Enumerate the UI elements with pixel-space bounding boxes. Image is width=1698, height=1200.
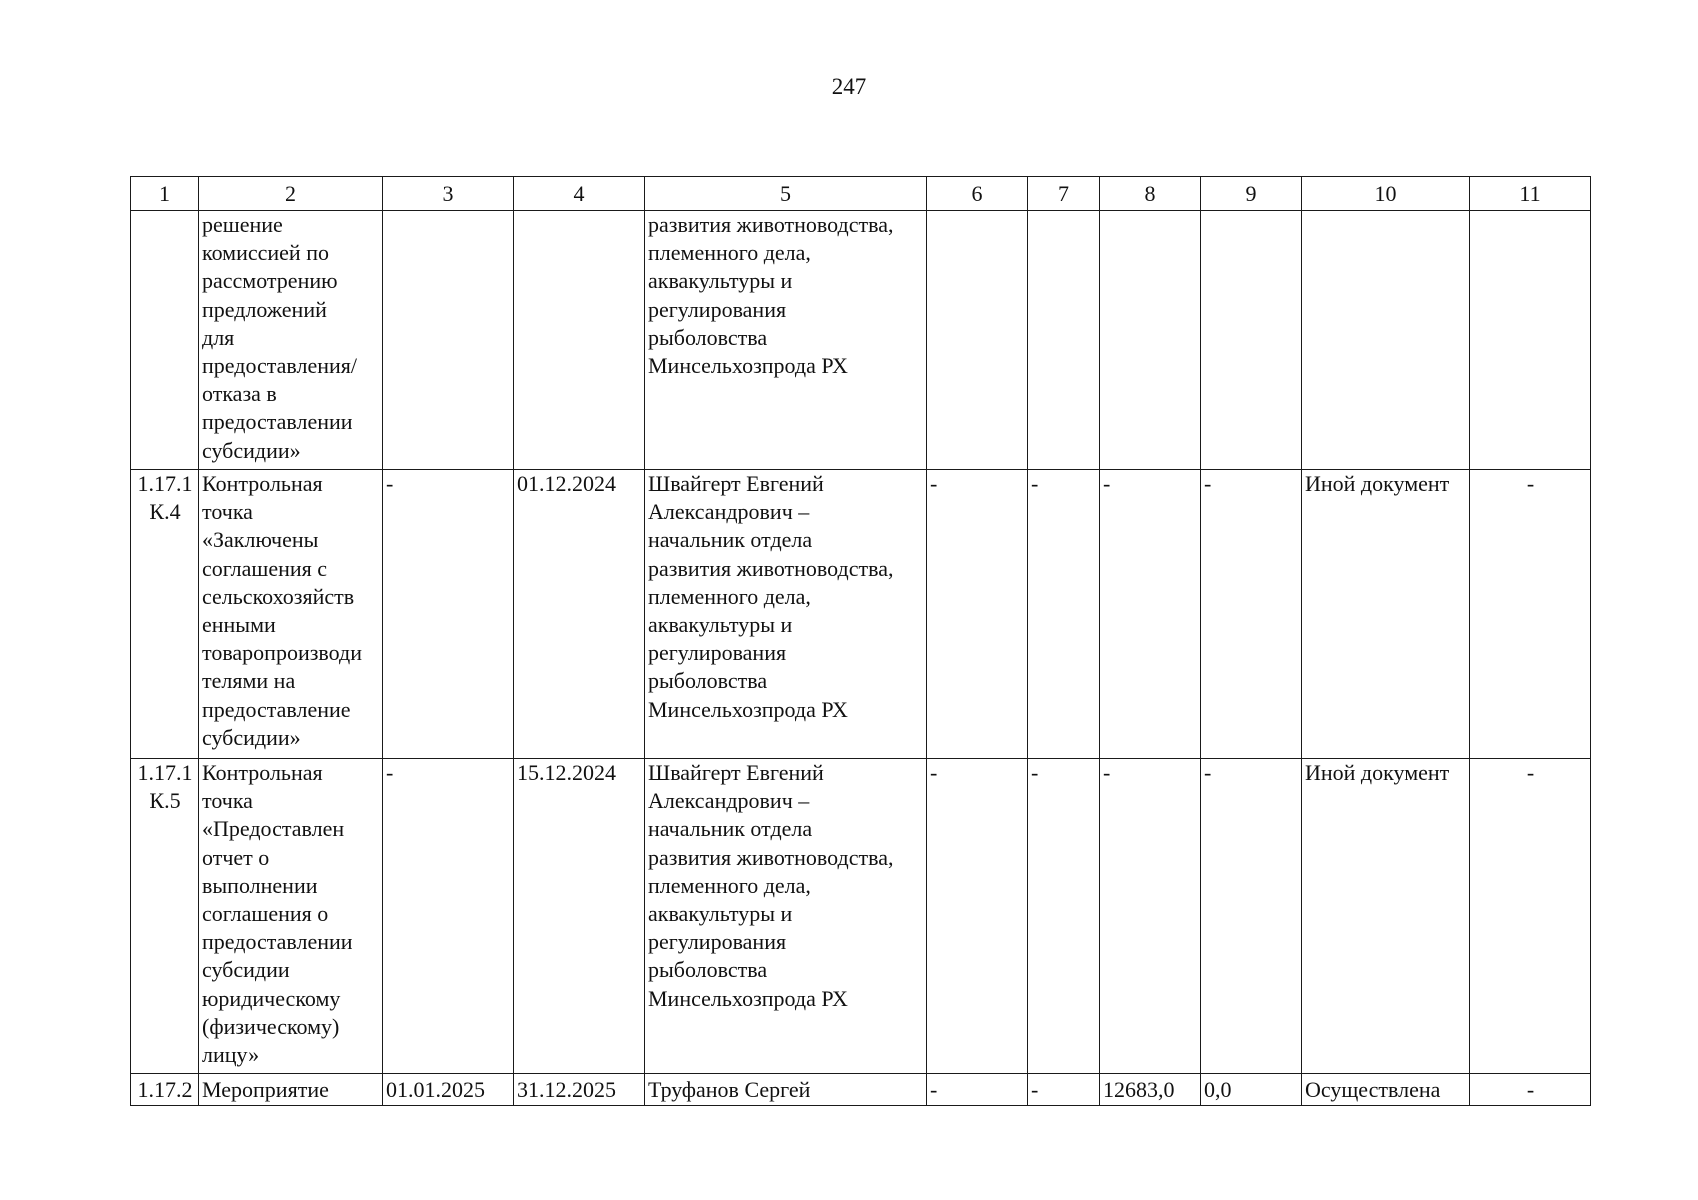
cell-number: 1.17.1 К.5	[131, 759, 199, 1074]
cell-document	[1302, 211, 1470, 470]
cell-start-date: -	[383, 759, 514, 1074]
cell-start-date: -	[383, 470, 514, 759]
cell-col-11: -	[1470, 759, 1591, 1074]
header-col-1: 1	[131, 177, 199, 211]
header-col-2: 2	[199, 177, 383, 211]
cell-start-date: 01.01.2025	[383, 1074, 514, 1106]
cell-col-9: -	[1201, 470, 1302, 759]
plan-table	[130, 176, 1591, 1106]
header-row	[131, 177, 1591, 211]
cell-col-9: 0,0	[1201, 1074, 1302, 1106]
cell-col-7: -	[1028, 1074, 1100, 1106]
cell-col-6	[927, 211, 1028, 470]
header-col-5: 5	[645, 177, 927, 211]
header-col-11: 11	[1470, 177, 1591, 211]
cell-col-9	[1201, 211, 1302, 470]
cell-number: 1.17.2	[131, 1074, 199, 1106]
header-col-7: 7	[1028, 177, 1100, 211]
header-col-10: 10	[1302, 177, 1470, 211]
cell-col-11: -	[1470, 1074, 1591, 1106]
header-col-8: 8	[1100, 177, 1201, 211]
cell-name: Контрольная точка «Предоставлен отчет о выполнении соглашения о предоставлении субсидии юридическому (физическому) лицу»	[199, 759, 383, 1074]
header-col-6: 6	[927, 177, 1028, 211]
table-row	[131, 1074, 1591, 1106]
cell-name: Мероприятие	[199, 1074, 383, 1106]
cell-col-8: -	[1100, 470, 1201, 759]
cell-number	[131, 211, 199, 470]
cell-responsible: Швайгерт Евгений Александрович – начальник отдела развития животноводства, племенного дела, аквакультуры и регулирования рыболовства Минсельхозпрода РХ	[645, 759, 927, 1074]
header-col-9: 9	[1201, 177, 1302, 211]
cell-end-date	[514, 211, 645, 470]
cell-end-date: 01.12.2024	[514, 470, 645, 759]
cell-document: Иной документ	[1302, 470, 1470, 759]
cell-document: Осуществлена	[1302, 1074, 1470, 1106]
cell-responsible: развития животноводства, племенного дела, аквакультуры и регулирования рыболовства Минсельхозпрода РХ	[645, 211, 927, 470]
cell-start-date	[383, 211, 514, 470]
table-body	[131, 211, 1591, 1106]
cell-col-6: -	[927, 1074, 1028, 1106]
cell-name: Контрольная точка «Заключены соглашения с сельскохозяйств енными товаропроизводи телями на предоставление субсидии»	[199, 470, 383, 759]
cell-col-11: -	[1470, 470, 1591, 759]
cell-col-11	[1470, 211, 1591, 470]
cell-end-date: 31.12.2025	[514, 1074, 645, 1106]
cell-col-7: -	[1028, 470, 1100, 759]
cell-col-6: -	[927, 759, 1028, 1074]
cell-col-7: -	[1028, 759, 1100, 1074]
cell-responsible: Труфанов Сергей	[645, 1074, 927, 1106]
cell-responsible: Швайгерт Евгений Александрович – начальник отдела развития животноводства, племенного дела, аквакультуры и регулирования рыболовства Минсельхозпрода РХ	[645, 470, 927, 759]
table-row	[131, 211, 1591, 470]
table-row	[131, 470, 1591, 759]
cell-col-6: -	[927, 470, 1028, 759]
cell-col-8: -	[1100, 759, 1201, 1074]
cell-col-7	[1028, 211, 1100, 470]
header-col-4: 4	[514, 177, 645, 211]
table-row	[131, 759, 1591, 1074]
cell-col-8: 12683,0	[1100, 1074, 1201, 1106]
cell-number: 1.17.1 К.4	[131, 470, 199, 759]
table-header	[131, 177, 1591, 211]
cell-col-9: -	[1201, 759, 1302, 1074]
page-number: 247	[831, 74, 867, 99]
cell-name: решение комиссией по рассмотрению предложений для предоставления/ отказа в предоставлении субсидии»	[199, 211, 383, 470]
cell-document: Иной документ	[1302, 759, 1470, 1074]
cell-end-date: 15.12.2024	[514, 759, 645, 1074]
header-col-3: 3	[383, 177, 514, 211]
cell-col-8	[1100, 211, 1201, 470]
